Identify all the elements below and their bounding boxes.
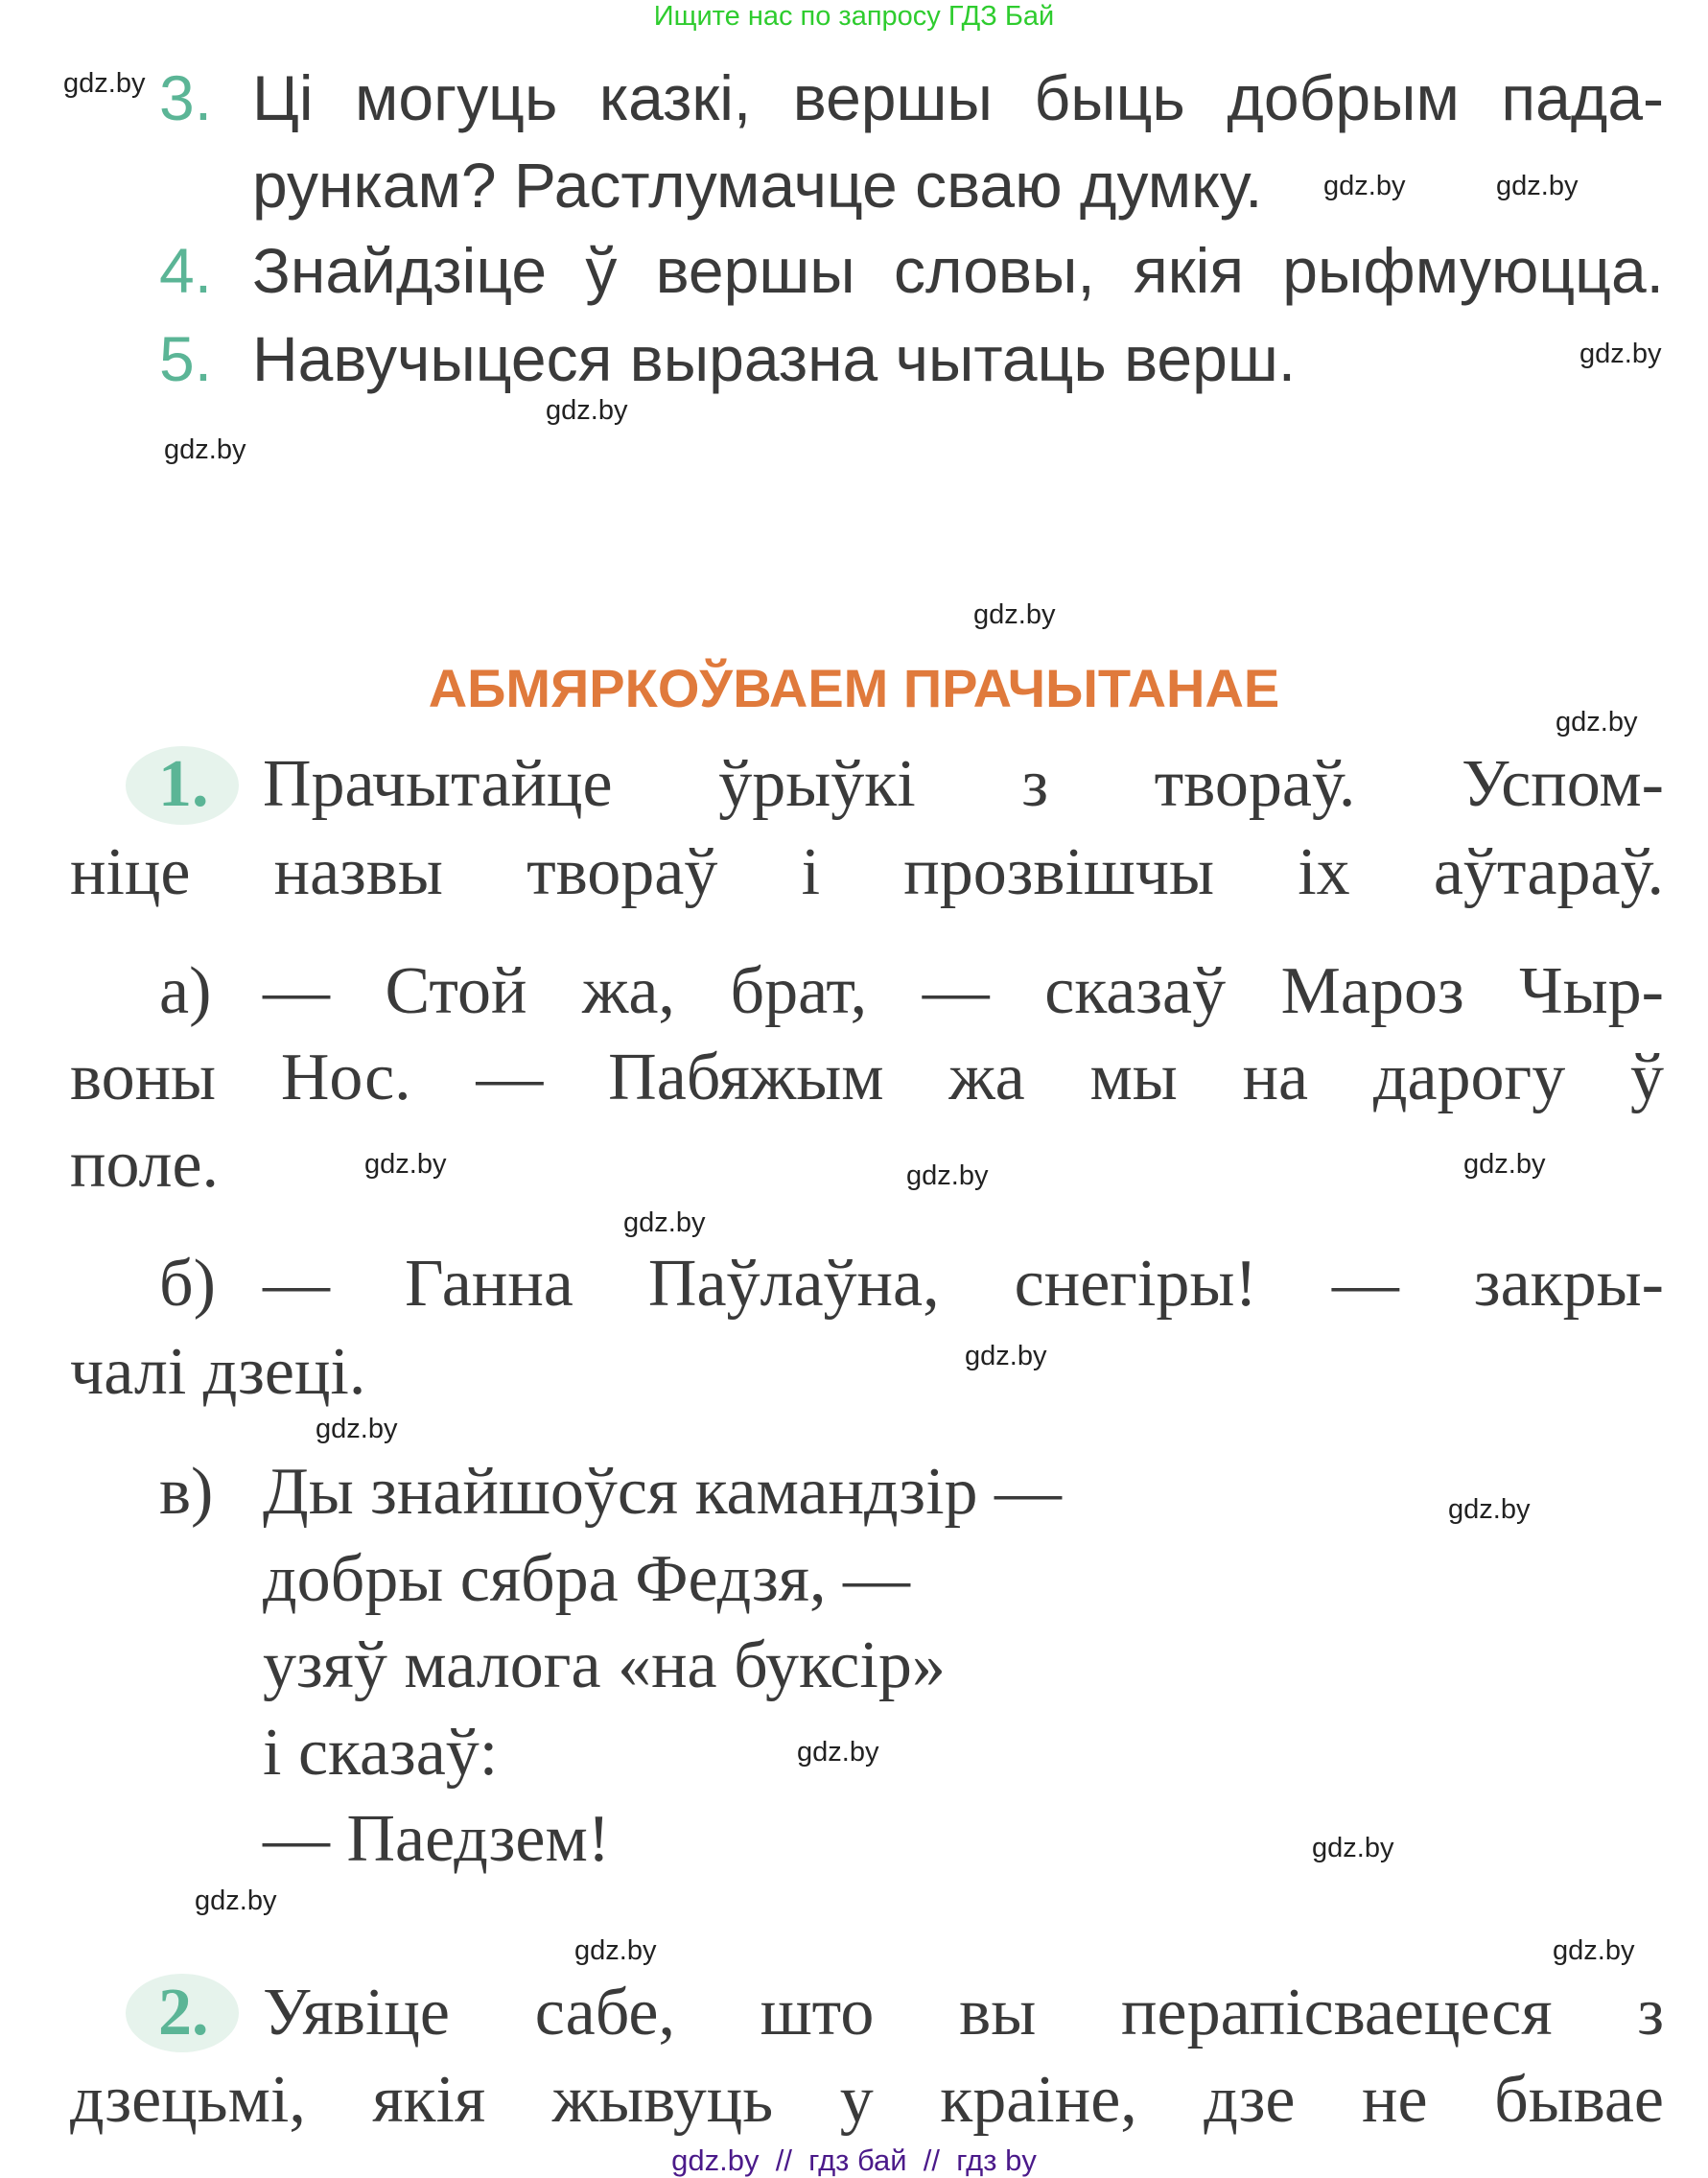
excerpt-v-label: в) (159, 1455, 214, 1529)
watermark: gdz.by (1579, 339, 1662, 369)
watermark: gdz.by (1312, 1833, 1394, 1863)
watermark: gdz.by (623, 1207, 706, 1238)
task-2-number: 2. (158, 1976, 209, 2049)
task-1-line-2: ніце назвы твораў і прозвішчы іх аўтараў. (70, 835, 1664, 909)
excerpt-v-line-5: — Паедзем! (263, 1802, 611, 1876)
watermark: gdz.by (164, 434, 246, 465)
task-1-line-1: Прачытайце ўрыўкі з твораў. Успом- (263, 747, 1664, 821)
watermark: gdz.by (1463, 1149, 1546, 1180)
watermark: gdz.by (1323, 171, 1406, 201)
excerpt-a-line-3: поле. (70, 1128, 220, 1202)
watermark: gdz.by (906, 1160, 989, 1191)
watermark: gdz.by (973, 599, 1056, 630)
excerpt-v-line-2: добры сябра Федзя, — (263, 1542, 910, 1616)
excerpt-a-line-1: — Стой жа, брат, — сказаў Мароз Чыр- (263, 954, 1664, 1028)
question-3-line-1: Ці могуць казкі, вершы быць добрым пада- (252, 62, 1664, 133)
excerpt-a-line-2: воны Нос. — Пабяжым жа мы на дарогу ў (70, 1041, 1664, 1114)
footer-links[interactable]: gdz.by // гдз бай // гдз by (671, 2143, 1037, 2177)
task-2-line-2: дзецьмі, якія жывуць у краіне, дзе не бывае (70, 2063, 1664, 2137)
excerpt-a-label: а) (159, 954, 212, 1028)
excerpt-v-line-4: і сказаў: (263, 1716, 499, 1790)
watermark: gdz.by (63, 68, 146, 99)
watermark: gdz.by (1553, 1935, 1635, 1966)
watermark: gdz.by (1556, 707, 1638, 738)
watermark: gdz.by (364, 1149, 447, 1180)
watermark: gdz.by (316, 1414, 398, 1444)
task-2-line-1: Уявіце сабе, што вы перапісваецеся з (263, 1976, 1664, 2049)
section-heading: АБМЯРКОЎВАЕМ ПРАЧЫТАНАЕ (428, 658, 1280, 718)
question-3-line-2: рункам? Растлумачце сваю думку. (252, 150, 1263, 221)
watermark: gdz.by (1448, 1494, 1531, 1525)
excerpt-b-line-2: чалі дзеці. (70, 1335, 366, 1409)
search-banner[interactable]: Ищите нас по запросу ГДЗ Бай (653, 1, 1055, 32)
question-4-text: Знайдзіце ў вершы словы, якія рыфмуюцца. (252, 235, 1664, 306)
watermark: gdz.by (797, 1737, 879, 1768)
watermark: gdz.by (1496, 171, 1579, 201)
question-5-text: Навучыцеся выразна чытаць верш. (252, 323, 1297, 394)
question-5-number: 5. (159, 323, 213, 394)
excerpt-b-line-1: — Ганна Паўлаўна, снегіры! — закры- (263, 1247, 1664, 1321)
excerpt-b-label: б) (159, 1247, 216, 1321)
question-3-number: 3. (159, 62, 213, 133)
question-4-number: 4. (159, 235, 213, 306)
watermark: gdz.by (574, 1935, 657, 1966)
watermark: gdz.by (546, 395, 628, 426)
watermark: gdz.by (965, 1341, 1047, 1371)
excerpt-v-line-3: узяў малога «на буксір» (263, 1628, 946, 1702)
watermark: gdz.by (195, 1885, 277, 1916)
excerpt-v-line-1: Ды знайшоўся камандзір — (263, 1455, 1063, 1529)
task-1-number: 1. (158, 747, 209, 821)
